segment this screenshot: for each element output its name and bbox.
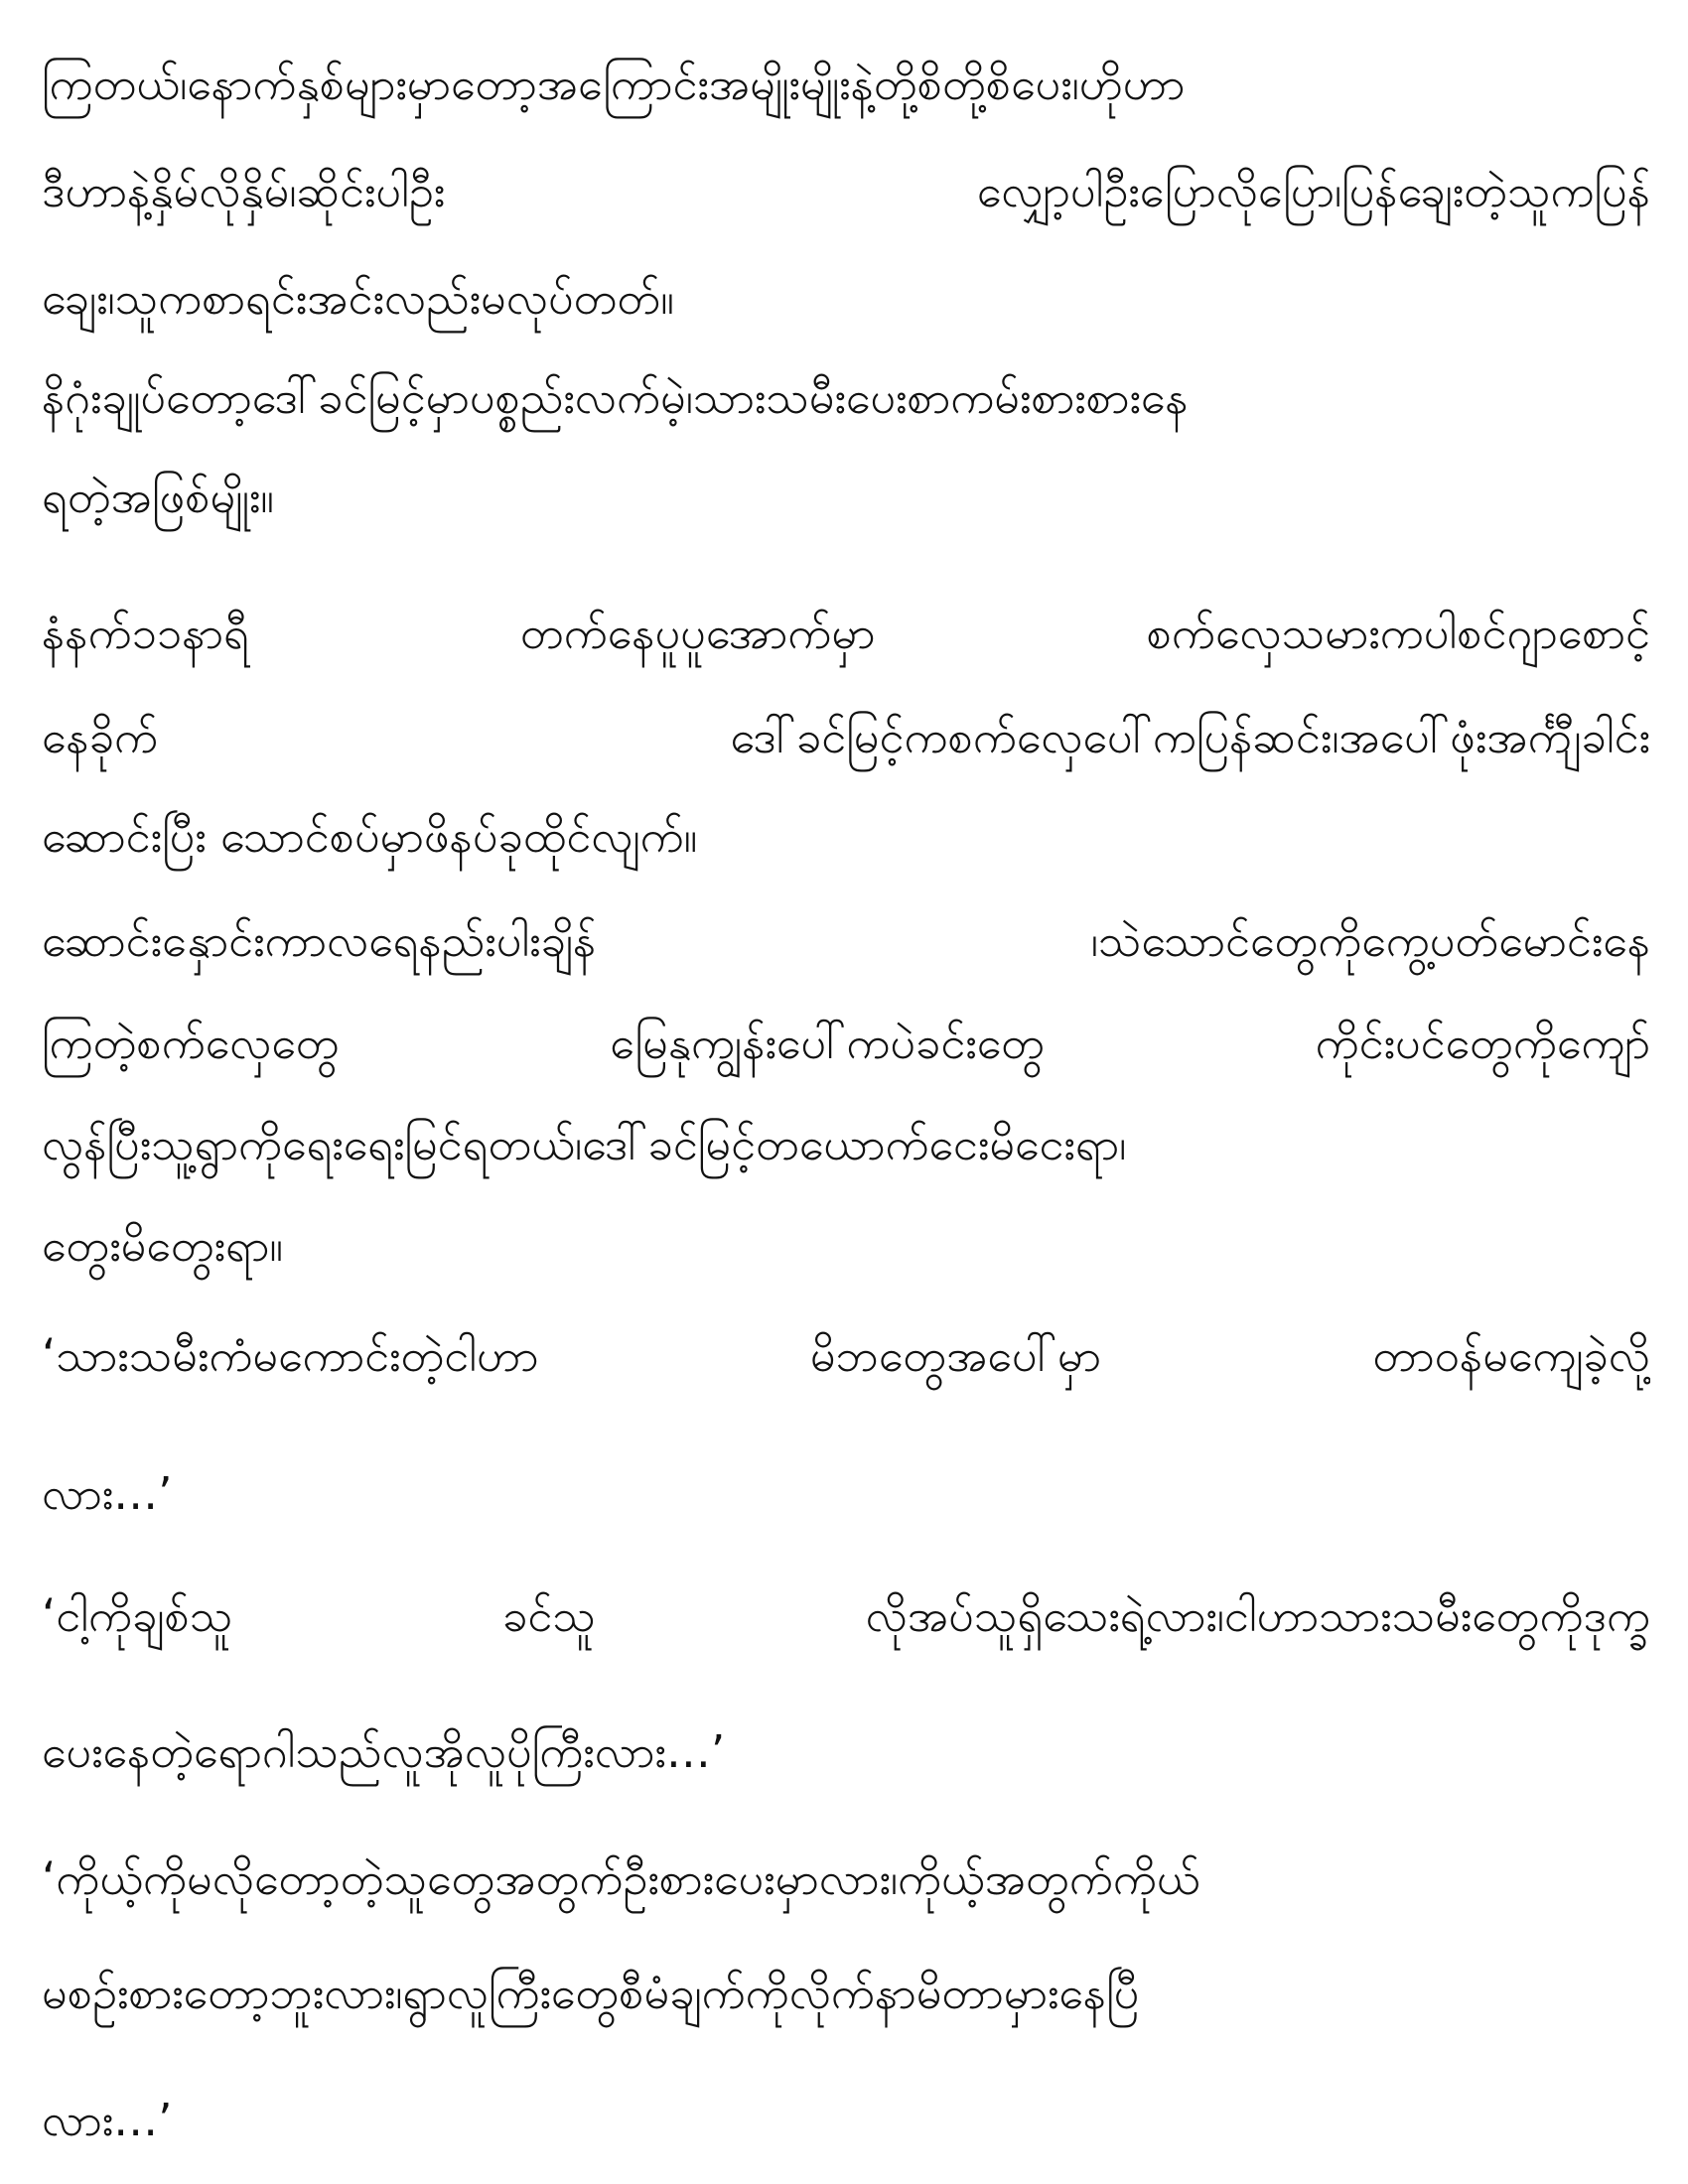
text-line: ကြတဲ့စက်လှေတွေ မြေနုကျွန်းပေါ်ကပဲခင်းတွေ ကိုင်းပင်တွေကိုကျော် <box>42 1017 1650 1069</box>
text-line: နံနက်၁၁နာရီ တက်နေပူပူအောက်မှာ စက်လှေသမားကပါစင်ဂျာစောင့် <box>42 607 1650 659</box>
text-line: ရတဲ့အဖြစ်မျိုး။ <box>42 471 274 523</box>
text-line: ဒီဟာနဲ့နှိမ်လိုနှိမ်၊ဆိုင်းပါဦး လျှော့ပါဦးပြောလိုပြော၊ပြန်ချေးတဲ့သူကပြန် <box>42 165 1650 217</box>
text-line: ‘ငါ့ကိုချစ်သူ ခင်သူ လိုအပ်သူရှိသေးရဲ့လား၊ငါဟာသားသမီးတွေကိုဒုက္ခ <box>42 1589 1650 1642</box>
text-line: ကြတယ်၊နောက်နှစ်များမှာတော့အကြောင်းအမျိုးမျိုးနဲ့တို့စိတို့စိပေး၊ဟိုဟာ <box>42 58 1186 110</box>
text-line: မစဉ်းစားတော့ဘူးလား၊ရွာလူကြီးတွေစီမံချက်ကိုလိုက်နာမိတာမှားနေပြီ <box>42 1967 1140 2019</box>
text-line: နေခိုက် ဒေါ်ခင်မြင့်ကစက်လှေပေါ်ကပြန်ဆင်း၊အပေါ်ဖုံးအင်္ကျီခါင်း <box>42 711 1650 763</box>
text-line: လား…’ <box>42 2094 173 2146</box>
text-line: တွေးမိတွေးရာ။ <box>42 1219 284 1272</box>
text-line: ဆောင်းပြီး သောင်စပ်မှာဖိနပ်ခုထိုင်လျက်။ <box>42 810 698 863</box>
text-line: လား…’ <box>42 1467 173 1520</box>
text-line: ‘သားသမီးကံမကောင်းတဲ့ငါဟာ မိဘတွေအပေါ်မှာ တာဝန်မကျေခဲ့လို့ <box>42 1329 1650 1382</box>
text-line: လွန်ပြီးသူ့ရွာကိုရေးရေးမြင်ရတယ်၊ဒေါ်ခင်မြင့်တယောက်ငေးမိငေးရာ၊ <box>42 1118 1127 1170</box>
text-line: ချေး၊သူကစာရင်းအင်းလည်းမလုပ်တတ်။ <box>42 272 674 325</box>
text-line: ‘ကိုယ့်ကိုမလိုတော့တဲ့သူတွေအတွက်ဦးစားပေးမှာလား၊ကိုယ့်အတွက်ကိုယ် <box>42 1852 1200 1905</box>
text-line: နိဂုံးချုပ်တော့ဒေါ်ခင်မြင့်မှာပစ္စည်းလက်မဲ့၊သားသမီးပေးစာကမ်းစားစားနေ <box>42 371 1189 424</box>
text-line: ပေးနေတဲ့ရောဂါသည်လူအိုလူပိုကြီးလား…’ <box>42 1725 726 1778</box>
text-line: ဆောင်းနှောင်းကာလရေနည်းပါးချိန် ၊သဲသောင်တွေကိုကွေ့ပတ်မောင်းနေ <box>42 914 1650 967</box>
